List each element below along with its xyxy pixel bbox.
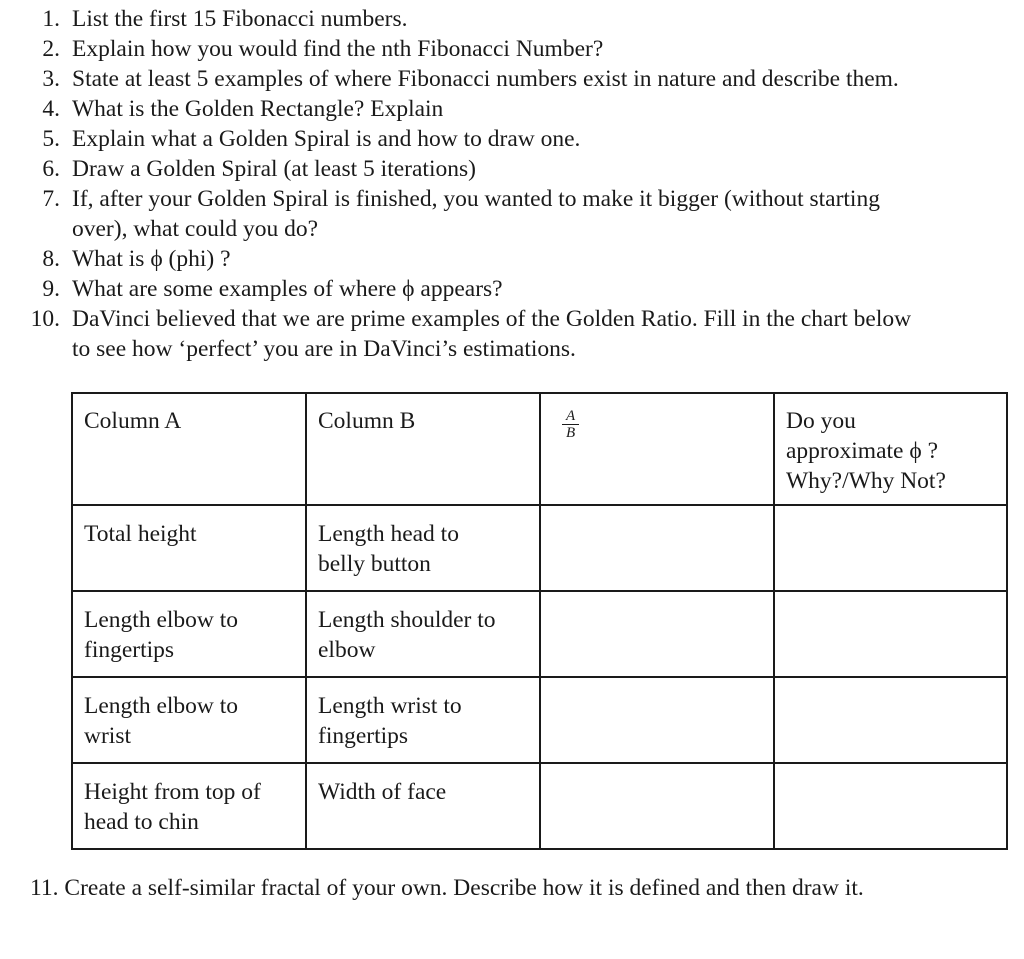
cell-line: Length head to bbox=[318, 521, 459, 547]
cell-ratio-blank[interactable] bbox=[540, 591, 774, 677]
question-text: Explain what a Golden Spiral is and how to draw one. bbox=[72, 126, 581, 152]
table-header-row bbox=[72, 393, 1007, 505]
question-number: 4. bbox=[42, 96, 60, 122]
cell-line: Length elbow to bbox=[84, 693, 239, 719]
table-row bbox=[72, 505, 1007, 591]
question-text: What is the Golden Rectangle? Explain bbox=[72, 96, 444, 122]
question-number: 9. bbox=[42, 276, 60, 302]
cell-line: Total height bbox=[84, 521, 197, 547]
question-number: 10. bbox=[30, 306, 60, 332]
question-text: What are some examples of where ϕ appears? bbox=[72, 276, 503, 302]
question-text: If, after your Golden Spiral is finished, you wanted to make it bigger (without starting bbox=[72, 186, 880, 212]
header-line: Why?/Why Not? bbox=[786, 468, 946, 494]
question-text-continued: over), what could you do? bbox=[72, 216, 319, 242]
cell-line: fingertips bbox=[84, 637, 175, 663]
cell-approx-blank[interactable] bbox=[774, 677, 1007, 763]
cell-line: head to chin bbox=[84, 809, 199, 835]
cell-column-b bbox=[306, 505, 540, 591]
question-text-continued: to see how ‘perfect’ you are in DaVinci’s estimations. bbox=[72, 336, 576, 362]
question-number: 3. bbox=[42, 66, 60, 92]
question-text: DaVinci believed that we are prime examples of the Golden Ratio. Fill in the chart below bbox=[72, 306, 912, 332]
cell-line: wrist bbox=[84, 723, 131, 749]
ratio-fraction bbox=[562, 408, 579, 441]
header-column-b: Column B bbox=[306, 393, 540, 505]
question-number: 2. bbox=[42, 36, 60, 62]
header-column-a: Column A bbox=[72, 393, 306, 505]
header-line: Do you bbox=[786, 408, 856, 434]
question-text: List the first 15 Fibonacci numbers. bbox=[72, 6, 408, 32]
cell-column-a bbox=[72, 591, 306, 677]
question-number: 7. bbox=[42, 186, 60, 212]
cell-line: fingertips bbox=[318, 723, 409, 749]
cell-line: Height from top of bbox=[84, 779, 261, 805]
ratio-denominator: B bbox=[566, 425, 576, 441]
cell-column-a bbox=[72, 677, 306, 763]
question-number: 6. bbox=[42, 156, 60, 182]
cell-column-b bbox=[306, 763, 540, 849]
question-text: Explain how you would find the nth Fibonacci Number? bbox=[72, 36, 604, 62]
header-line: approximate ϕ ? bbox=[786, 438, 939, 464]
header-approximate-phi bbox=[774, 393, 1007, 505]
cell-line: Length elbow to bbox=[84, 607, 239, 633]
cell-column-a bbox=[72, 505, 306, 591]
question-number: 8. bbox=[42, 246, 60, 272]
table-row bbox=[72, 591, 1007, 677]
table-row bbox=[72, 763, 1007, 849]
question-number: 5. bbox=[42, 126, 60, 152]
question-text: Draw a Golden Spiral (at least 5 iterations) bbox=[72, 156, 476, 182]
cell-column-b bbox=[306, 591, 540, 677]
question-11 bbox=[30, 873, 864, 903]
cell-line: belly button bbox=[318, 551, 431, 577]
cell-line: Length shoulder to bbox=[318, 607, 496, 633]
cell-line: elbow bbox=[318, 637, 376, 663]
ratio-numerator: A bbox=[562, 408, 579, 425]
cell-column-b bbox=[306, 677, 540, 763]
cell-approx-blank[interactable] bbox=[774, 591, 1007, 677]
golden-ratio-table bbox=[71, 392, 1008, 850]
cell-line: Width of face bbox=[318, 779, 447, 805]
table-row bbox=[72, 677, 1007, 763]
question-number: 11. bbox=[30, 875, 59, 901]
cell-approx-blank[interactable] bbox=[774, 505, 1007, 591]
question-number: 1. bbox=[42, 6, 60, 32]
cell-approx-blank[interactable] bbox=[774, 763, 1007, 849]
question-text: State at least 5 examples of where Fibonacci numbers exist in nature and describe them. bbox=[72, 66, 899, 92]
cell-ratio-blank[interactable] bbox=[540, 505, 774, 591]
question-text: What is ϕ (phi) ? bbox=[72, 246, 231, 272]
question-text: Create a self-similar fractal of your own. Describe how it is defined and then draw it. bbox=[64, 875, 864, 901]
cell-ratio-blank[interactable] bbox=[540, 763, 774, 849]
cell-column-a bbox=[72, 763, 306, 849]
cell-ratio-blank[interactable] bbox=[540, 677, 774, 763]
header-ratio bbox=[540, 393, 774, 505]
cell-line: Length wrist to bbox=[318, 693, 462, 719]
